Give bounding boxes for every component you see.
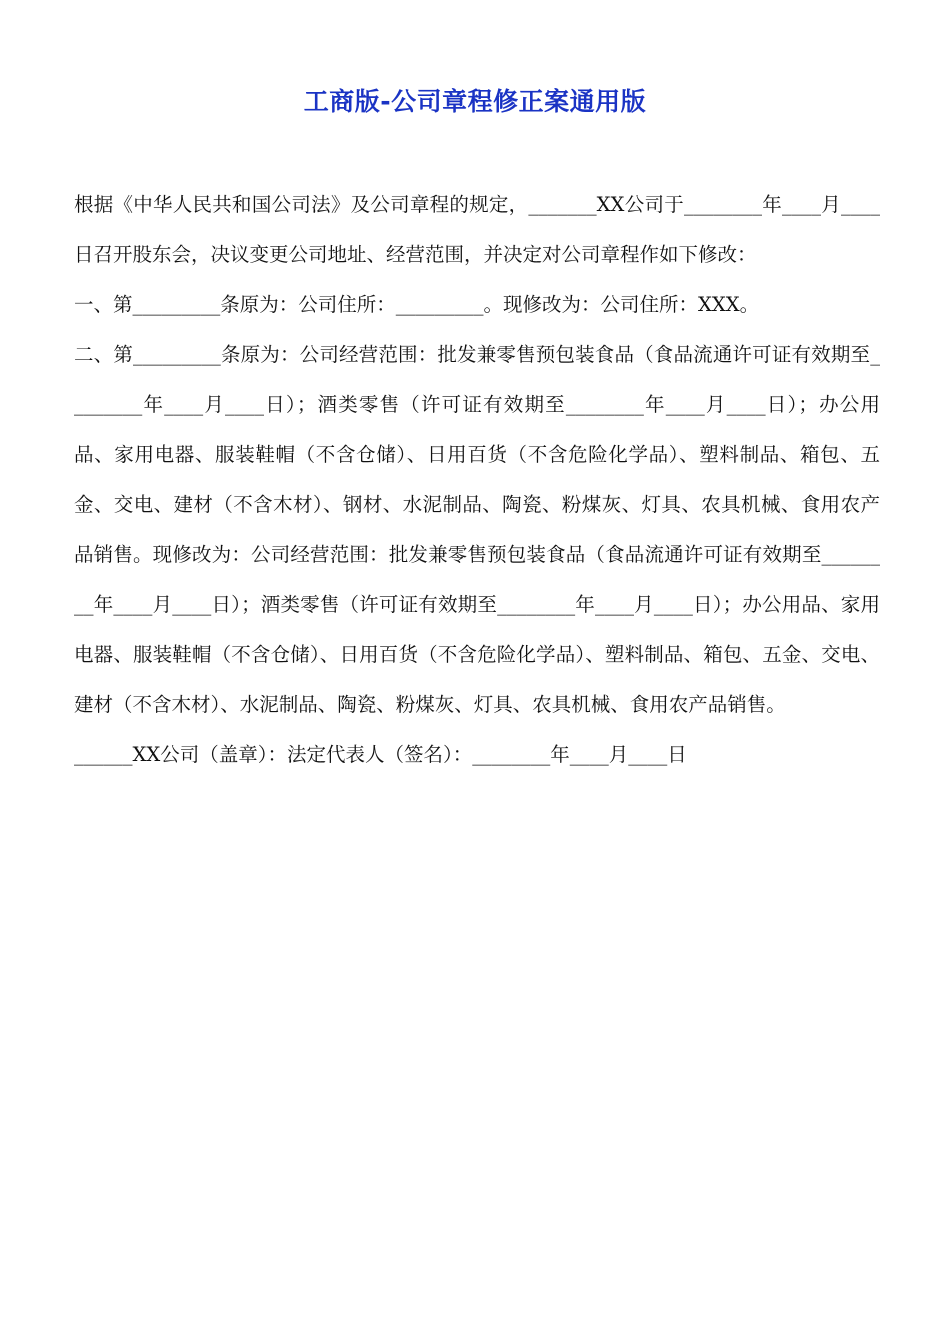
document-body	[74, 180, 880, 780]
paragraph-intro: 根据《中华人民共和国公司法》及公司章程的规定，_______XX公司于________年____月____日召开股东会，决议变更公司地址、经营范围，并决定对公司章程作如下修改：	[74, 193, 880, 266]
paragraph-amendment-business-scope: 二、第_________条原为：公司经营范围：批发兼零售预包装食品（食品流通许可证有效期至________年____月____日）；酒类零售（许可证有效期至________年____月____日）；办公用品、家用电器、服装鞋帽（不含仓储）、日用百货（不含危险化学品）、塑料制品、箱包、五金、交电、建材（不含木材）、钢材、水泥制品、陶瓷、粉煤灰、灯具、农具机械、食用农产品销售。现修改为：公司经营范围：批发兼零售预包装食品（食品流通许可证有效期至________年____月____日）；酒类零售（许可证有效期至________年____月____日）；办公用品、家用电器、服装鞋帽（不含仓储）、日用百货（不含危险化学品）、塑料制品、箱包、五金、交电、建材（不含木材）、水泥制品、陶瓷、粉煤灰、灯具、农具机械、食用农产品销售。	[74, 343, 880, 716]
paragraph-signature-line: ______XX公司（盖章）：法定代表人（签名）：________年____月____日	[74, 743, 687, 766]
paragraph-amendment-address: 一、第_________条原为：公司住所：_________。现修改为：公司住所：XXX。	[74, 293, 760, 316]
document-title: 工商版-公司章程修正案通用版	[303, 87, 647, 116]
